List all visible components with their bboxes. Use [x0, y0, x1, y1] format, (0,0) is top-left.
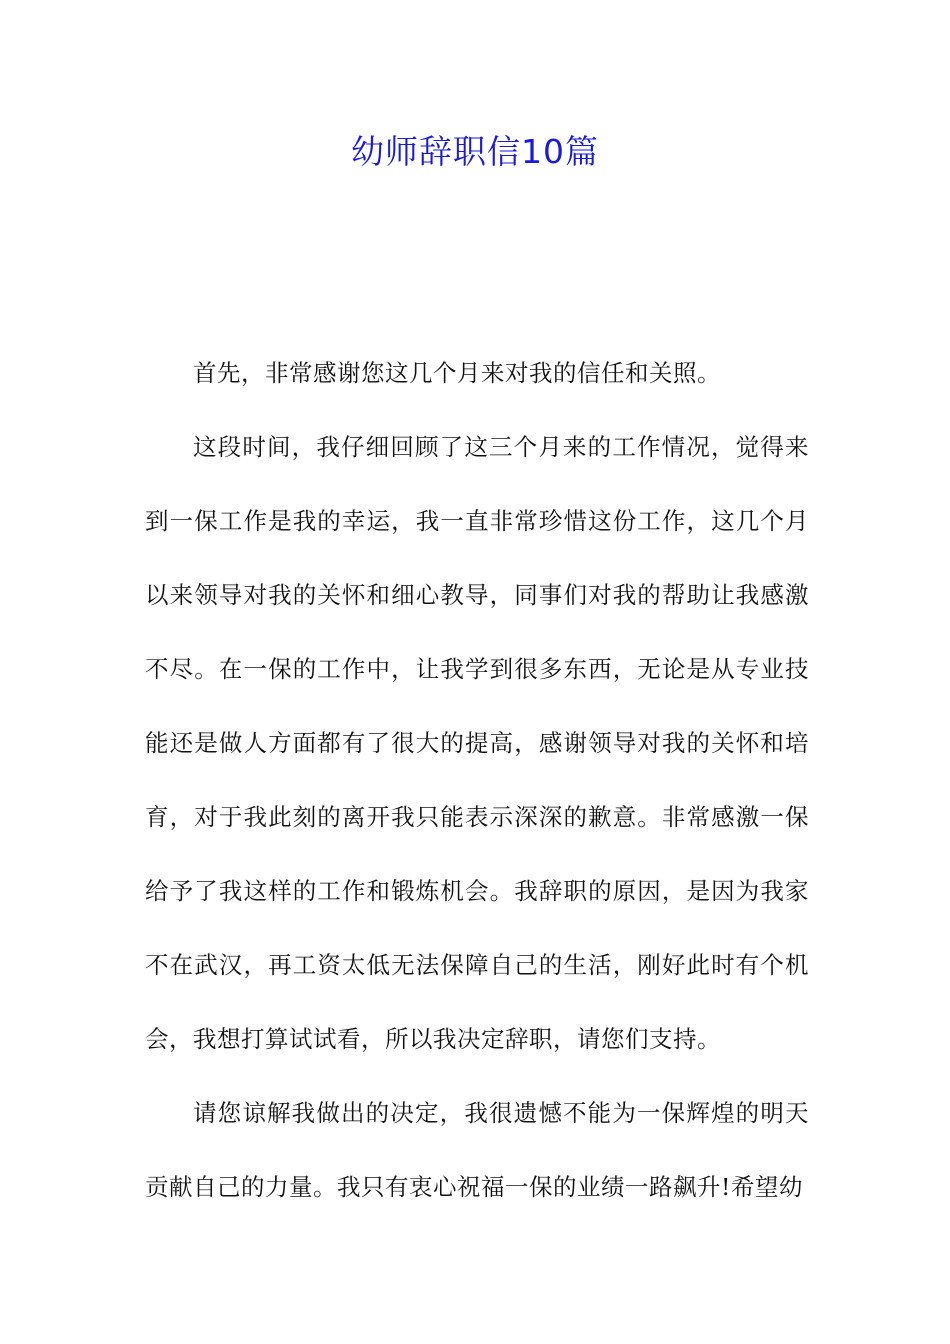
paragraph: 这段时间，我仔细回顾了这三个月来的工作情况，觉得来到一保工作是我的幸运，我一直非常珍惜这份工作，这几个月以来领导对我的关怀和细心教导，同事们对我的帮助让我感激不尽。在一保的工作中，让我学到很多东西，无论是从专业技能还是做人方面都有了很大的提高，感谢领导对我的关怀和培育，对于我此刻的离开我只能表示深深的歉意。非常感激一保给予了我这样的工作和锻炼机会。我辞职的原因，是因为我家不在武汉，再工资太低无法保障自己的生活，刚好此时有个机会，我想打算试试看，所以我决定辞职，请您们支持。	[145, 433, 809, 1053]
paragraph: 首先，非常感谢您这几个月来对我的信任和关照。	[193, 359, 721, 387]
document-body	[145, 336, 809, 1224]
document-title: 幼师辞职信10篇	[351, 132, 599, 171]
paragraph: 请您谅解我做出的决定，我很遗憾不能为一保辉煌的明天贡献自己的力量。我只有衷心祝福一保的业绩一路飙升!希望幼	[145, 1099, 809, 1201]
